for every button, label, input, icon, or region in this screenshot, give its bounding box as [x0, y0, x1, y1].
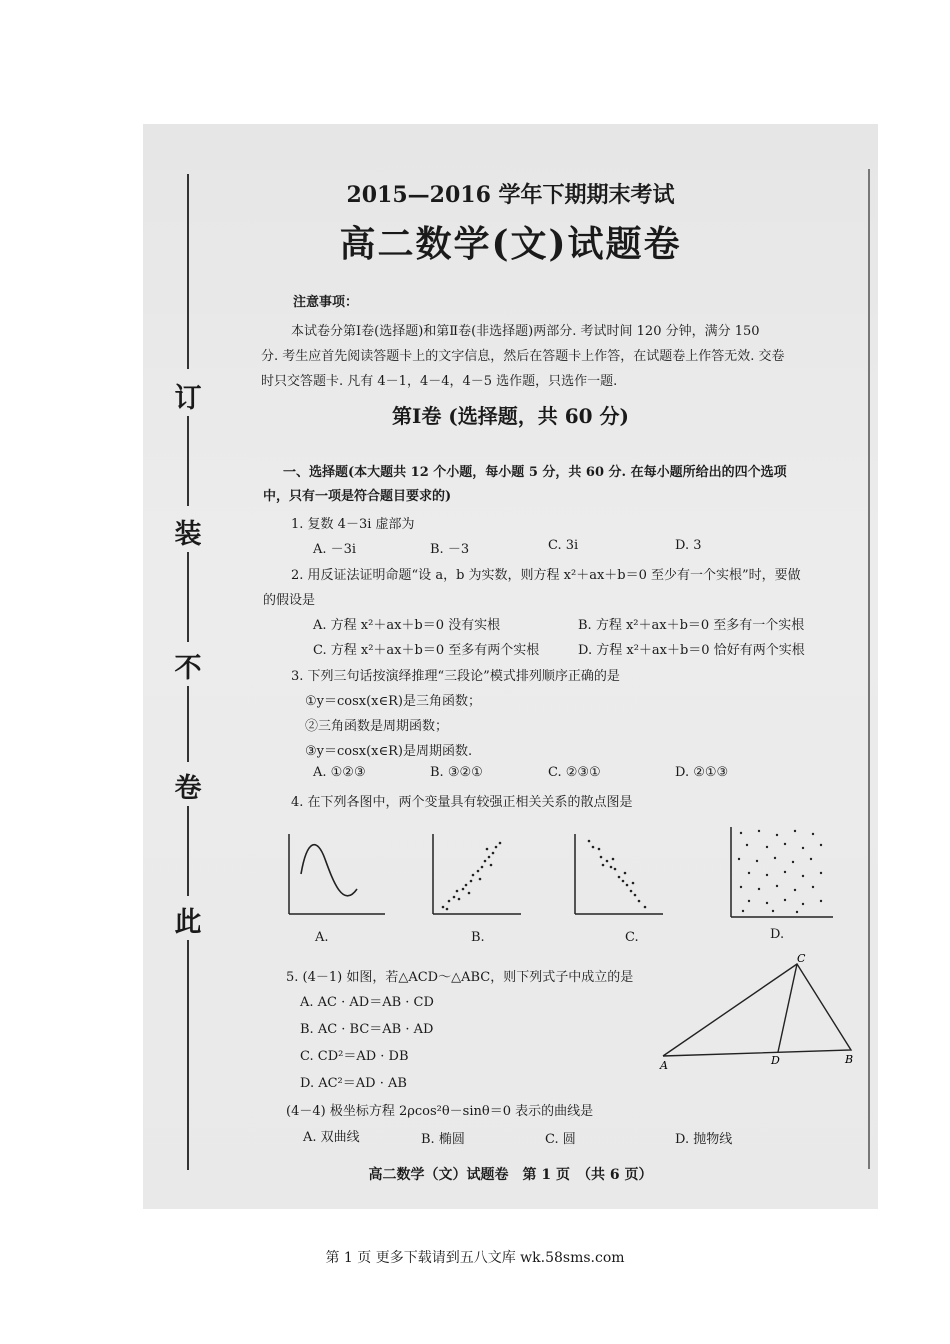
- binding-line: [187, 416, 189, 506]
- exam-page-footer: 高二数学（文）试题卷 第 1 页 （共 6 页）: [368, 1167, 653, 1183]
- figure-label-c: C.: [625, 930, 639, 945]
- scatter-figures: [273, 819, 843, 949]
- binding-char: 订: [174, 383, 202, 414]
- question-4: 4. 在下列各图中，两个变量具有较强正相关关系的散点图是: [291, 795, 633, 810]
- figure-d: [731, 827, 833, 917]
- figure-label-b: B.: [471, 930, 485, 945]
- q5-option-a: A. AC · AD＝AB · CD: [300, 995, 434, 1010]
- q1-option-b: B. －3: [430, 542, 470, 557]
- vertex-label-b: B: [845, 1053, 854, 1066]
- binding-line: [187, 686, 189, 762]
- binding-char: 不: [174, 653, 202, 684]
- notice-line: 本试卷分第Ⅰ卷(选择题)和第Ⅱ卷(非选择题)两部分. 考试时间 120 分钟，满分 150: [291, 324, 760, 339]
- part-instruction: 一、选择题(本大题共 12 个小题，每小题 5 分，共 60 分. 在每小题所给出的四个选项: [283, 465, 787, 480]
- q1-option-d: D. 3: [675, 538, 702, 553]
- q3-statement: ①y＝cosx(x∈R)是三角函数；: [305, 694, 481, 709]
- binding-char: 此: [174, 907, 202, 938]
- binding-line: [187, 552, 189, 642]
- right-edge-line: [868, 169, 870, 1169]
- figure-b: [433, 834, 521, 914]
- question-1: 1. 复数 4－3i 虚部为: [291, 517, 415, 532]
- q1-option-c: C. 3i: [548, 538, 579, 553]
- question-5: 5. (4－1) 如图，若△ACD～△ABC，则下列式子中成立的是: [286, 970, 634, 985]
- q3-option-a: A. ①②③: [313, 765, 366, 780]
- notice-line: 时只交答题卡. 凡有 4－1，4－4，4－5 选作题，只选作一题.: [261, 374, 618, 389]
- q2-option-a: A. 方程 x²＋ax＋b＝0 没有实根: [313, 618, 501, 633]
- q5-option-c: C. CD²＝AD · DB: [300, 1049, 409, 1064]
- figure-label-d: D.: [770, 927, 785, 942]
- binding-char: 装: [174, 519, 202, 550]
- q3-statement: ③y＝cosx(x∈R)是周期函数.: [305, 744, 473, 759]
- q5-alt-option-c: C. 圆: [545, 1132, 576, 1147]
- q2-option-c: C. 方程 x²＋ax＋b＝0 至多有两个实根: [313, 643, 540, 658]
- q2-option-d: D. 方程 x²＋ax＋b＝0 恰好有两个实根: [578, 643, 805, 658]
- section-title: 第Ⅰ卷 (选择题，共 60 分): [391, 404, 629, 428]
- q3-option-c: C. ②③①: [548, 765, 601, 780]
- binding-line: [187, 940, 189, 1170]
- figure-a: [289, 834, 385, 914]
- q1-option-a: A. －3i: [313, 542, 357, 557]
- question-2: 2. 用反证法证明命题“设 a，b 为实数，则方程 x²＋ax＋b＝0 至少有一个实根”时，要做: [291, 568, 801, 583]
- document-footer: 第 1 页 更多下载请到五八文库 wk.58sms.com: [325, 1250, 625, 1266]
- vertex-label-a: A: [660, 1059, 668, 1072]
- binding-line: [187, 806, 189, 896]
- q5-alt-option-a: A. 双曲线: [303, 1130, 360, 1145]
- figure-c: [575, 834, 663, 914]
- question-2-cont: 的假设是: [263, 593, 316, 608]
- q5-option-d: D. AC²＝AD · AB: [300, 1076, 407, 1091]
- exam-title: 高二数学(文)试题卷: [339, 223, 682, 265]
- exam-photo: [143, 124, 878, 1209]
- vertex-label-c: C: [797, 952, 806, 965]
- q3-statement: ②三角函数是周期函数；: [305, 719, 449, 734]
- figure-label-a: A.: [315, 930, 329, 945]
- question-3: 3. 下列三句话按演绎推理“三段论”模式排列顺序正确的是: [291, 669, 620, 684]
- exam-year: 2015—2016 学年下期期末考试: [346, 182, 675, 208]
- q2-option-b: B. 方程 x²＋ax＋b＝0 至多有一个实根: [578, 618, 805, 633]
- question-5-alt: (4－4) 极坐标方程 2ρcos²θ－sinθ＝0 表示的曲线是: [286, 1104, 594, 1119]
- q3-option-d: D. ②①③: [675, 765, 729, 780]
- notice-line: 分. 考生应首先阅读答题卡上的文字信息，然后在答题卡上作答，在试题卷上作答无效. 交卷: [261, 349, 785, 364]
- vertex-label-d: D: [771, 1054, 780, 1067]
- q3-option-b: B. ③②①: [430, 765, 483, 780]
- triangle-figure: [655, 952, 860, 1072]
- notice-heading: 注意事项：: [293, 295, 359, 310]
- part-instruction: 中，只有一项是符合题目要求的): [263, 489, 452, 504]
- q5-option-b: B. AC · BC＝AB · AD: [300, 1022, 434, 1037]
- binding-char: 卷: [174, 773, 202, 804]
- q5-alt-option-b: B. 椭圆: [421, 1132, 465, 1147]
- q5-alt-option-d: D. 抛物线: [675, 1132, 733, 1147]
